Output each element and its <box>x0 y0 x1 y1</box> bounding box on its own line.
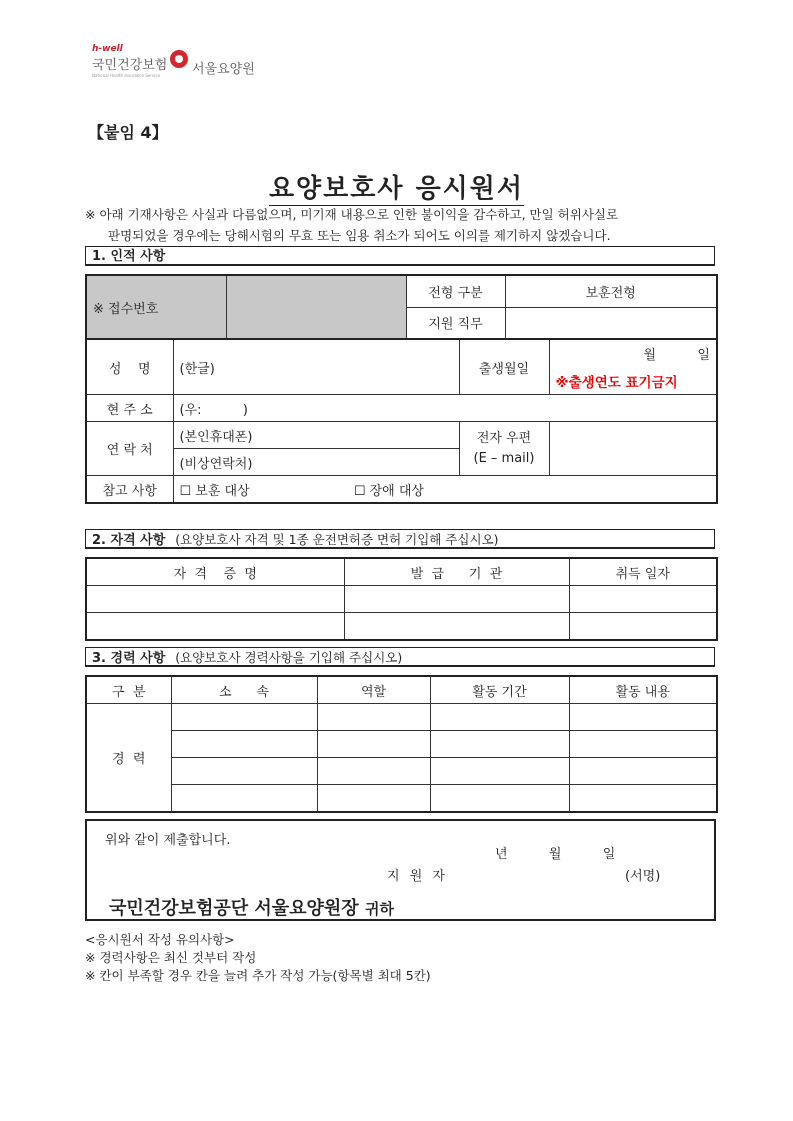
logo-sub: National Health Insurance Service <box>92 73 161 78</box>
page-title <box>0 168 793 205</box>
signature-box <box>85 819 716 921</box>
table-row <box>86 758 717 785</box>
cell[interactable] <box>171 785 317 813</box>
phone-field[interactable]: (본인휴대폰) <box>173 422 459 449</box>
cell[interactable] <box>86 613 344 641</box>
contact-label: 연 락 처 <box>86 422 173 476</box>
logo <box>86 44 266 84</box>
title-text: 요양보호사 응시원서 <box>268 174 525 204</box>
guide-title: <응시원서 작성 유의사항> <box>85 932 235 947</box>
notice-line-1: ※ 아래 기재사항은 사실과 다름없으며, 미기재 내용으로 인한 불이익을 감수하고, 만일 허위사실로 <box>85 207 619 222</box>
checkbox-veteran[interactable]: ☐ 보훈 대상 <box>179 483 250 499</box>
email-label-ko: 전자 우편 <box>476 430 532 446</box>
section2-header <box>85 529 715 549</box>
attachment-label: 【붙임 4】 <box>88 123 168 142</box>
notice-line-2: 판명되었을 경우에는 당해시험의 무효 또는 임용 취소가 되어도 이의를 제기하지 않겠습니다. <box>108 228 611 243</box>
personal-info-table-top <box>85 274 718 340</box>
qualification-table <box>85 557 718 641</box>
type-value[interactable]: 보훈전형 <box>505 275 717 307</box>
cell[interactable] <box>430 704 569 731</box>
type-label: 전형 구분 <box>406 275 505 307</box>
section1-header <box>85 246 715 266</box>
guide-item-1: ※ 경력사항은 최신 것부터 작성 <box>85 950 257 965</box>
receipt-number-field <box>226 275 406 339</box>
cell[interactable] <box>317 785 430 813</box>
reference-label: 참고 사항 <box>86 476 173 504</box>
recipient-name: 국민건강보험공단 서울요양원장 <box>109 898 359 919</box>
section2-hint: (요양보호사 자격 및 1종 운전면허증 면허 기입해 주십시오) <box>175 532 499 547</box>
cell[interactable] <box>171 704 317 731</box>
statement: 위와 같이 제출합니다. <box>105 833 231 848</box>
cell[interactable] <box>569 704 717 731</box>
col-activity: 활동 내용 <box>569 676 717 704</box>
col-affiliation: 소 속 <box>171 676 317 704</box>
cell[interactable] <box>317 704 430 731</box>
email-field[interactable] <box>549 422 717 476</box>
logo-brand: h-well <box>92 44 123 54</box>
section3-header <box>85 647 715 667</box>
section1-title: 1. 인적 사항 <box>92 249 166 264</box>
section2-title: 2. 자격 사항 <box>92 533 166 548</box>
cell[interactable] <box>317 731 430 758</box>
checkbox-veteran-label: 보훈 대상 <box>195 483 250 499</box>
personal-info-table <box>85 338 718 504</box>
recipient-honorific: 귀하 <box>364 900 394 918</box>
submit-date[interactable]: 년 월 일 <box>495 847 616 862</box>
name-field[interactable]: (한글) <box>173 339 459 395</box>
job-field[interactable] <box>505 307 717 339</box>
birth-label: 출생월일 <box>459 339 549 395</box>
cell[interactable] <box>430 758 569 785</box>
address-label: 현 주 소 <box>86 395 173 422</box>
col-acquired-date: 취득 일자 <box>569 558 717 586</box>
table-row <box>86 704 717 731</box>
birth-warning: ※출생연도 표기금지 <box>549 367 717 395</box>
cell[interactable] <box>569 785 717 813</box>
cell[interactable] <box>569 613 717 641</box>
table-row <box>86 731 717 758</box>
sign-field[interactable]: (서명) <box>625 869 661 884</box>
recipient <box>109 894 394 920</box>
emergency-field[interactable]: (비상연락처) <box>173 449 459 476</box>
job-label: 지원 직무 <box>406 307 505 339</box>
checkbox-disabled[interactable]: ☐ 장애 대상 <box>353 483 424 499</box>
address-field[interactable]: (우: ) <box>173 395 717 422</box>
cell[interactable] <box>171 758 317 785</box>
cell[interactable] <box>344 613 569 641</box>
cell[interactable] <box>344 586 569 613</box>
table-row <box>86 613 717 641</box>
logo-org: 국민건강보험 <box>92 58 168 73</box>
col-role: 역할 <box>317 676 430 704</box>
cell[interactable] <box>86 586 344 613</box>
heart-icon <box>170 50 188 68</box>
col-issuer: 발 급 기 관 <box>344 558 569 586</box>
guide-item-2: ※ 칸이 부족할 경우 칸을 늘려 추가 작성 가능(항목별 최대 5칸) <box>85 968 431 983</box>
career-label: 경 력 <box>86 704 171 813</box>
cell[interactable] <box>430 785 569 813</box>
name-label: 성 명 <box>86 339 173 395</box>
cell[interactable] <box>569 586 717 613</box>
table-row <box>86 785 717 813</box>
career-table <box>85 675 718 813</box>
cell[interactable] <box>569 731 717 758</box>
cell[interactable] <box>317 758 430 785</box>
cell[interactable] <box>171 731 317 758</box>
col-qualification: 자 격 증 명 <box>86 558 344 586</box>
receipt-label: ※ 접수번호 <box>86 275 226 339</box>
birth-field[interactable]: 월 일 <box>549 339 717 367</box>
reference-options <box>173 476 717 504</box>
checkbox-disabled-label: 장애 대상 <box>369 483 424 499</box>
cell[interactable] <box>569 758 717 785</box>
email-label <box>459 422 549 476</box>
applicant-label: 지 원 자 <box>387 869 448 884</box>
table-row <box>86 586 717 613</box>
section3-title: 3. 경력 사항 <box>92 651 166 666</box>
col-period: 활동 기간 <box>430 676 569 704</box>
email-label-en: (E – mail) <box>473 450 535 466</box>
col-category: 구 분 <box>86 676 171 704</box>
cell[interactable] <box>430 731 569 758</box>
logo-seoul: 서울요양원 <box>192 62 255 77</box>
section3-hint: (요양보호사 경력사항을 기입해 주십시오) <box>175 650 403 665</box>
